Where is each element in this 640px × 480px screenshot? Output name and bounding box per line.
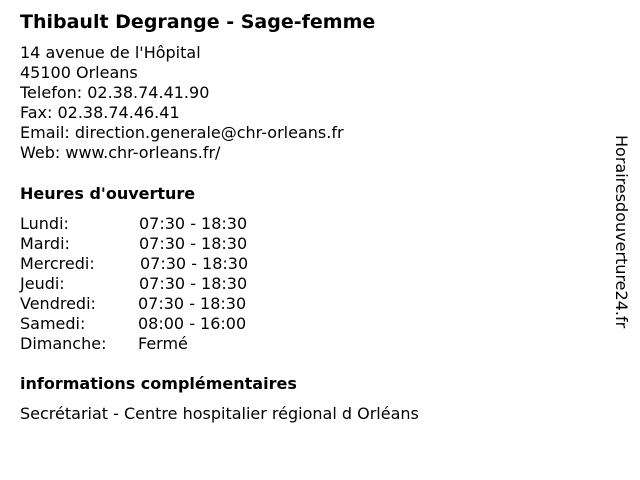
hours-row-monday [20, 214, 320, 234]
hours-time: 08:00 - 16:00 [138, 314, 247, 333]
hours-time: 07:30 - 18:30 [139, 234, 248, 253]
additional-info-text: Secrétariat - Centre hospitalier régional d Orléans [20, 404, 419, 423]
hours-day: Vendredi: [20, 294, 96, 313]
email-line[interactable]: Email: direction.generale@chr-orleans.fr [20, 123, 344, 142]
hours-row-thursday [20, 274, 320, 294]
hours-time: 07:30 - 18:30 [138, 294, 247, 313]
hours-row-wednesday [20, 254, 320, 274]
hours-row-saturday [20, 314, 320, 334]
hours-day: Mercredi: [20, 254, 95, 273]
hours-day: Dimanche: [20, 334, 107, 353]
hours-day: Mardi: [20, 234, 70, 253]
hours-row-tuesday [20, 234, 320, 254]
website-line[interactable]: Web: www.chr-orleans.fr/ [20, 143, 221, 162]
hours-time: Fermé [138, 334, 188, 353]
hours-time: 07:30 - 18:30 [140, 254, 249, 273]
opening-hours-list [20, 214, 320, 354]
address-line-city: 45100 Orleans [20, 63, 138, 82]
hours-time: 07:30 - 18:30 [139, 274, 248, 293]
hours-day: Lundi: [20, 214, 69, 233]
fax-line: Fax: 02.38.74.46.41 [20, 103, 180, 122]
site-brand-vertical: Horairesdouverture24.fr [612, 135, 631, 329]
hours-row-friday [20, 294, 320, 314]
additional-info-heading: informations complémentaires [20, 374, 297, 393]
page-title: Thibault Degrange - Sage-femme [20, 11, 376, 33]
hours-day: Jeudi: [20, 274, 65, 293]
opening-hours-heading: Heures d'ouverture [20, 184, 196, 203]
contact-block [20, 43, 344, 163]
hours-row-sunday [20, 334, 320, 354]
phone-line: Telefon: 02.38.74.41.90 [20, 83, 210, 102]
hours-time: 07:30 - 18:30 [139, 214, 248, 233]
hours-day: Samedi: [20, 314, 86, 333]
address-line-street: 14 avenue de l'Hôpital [20, 43, 201, 62]
